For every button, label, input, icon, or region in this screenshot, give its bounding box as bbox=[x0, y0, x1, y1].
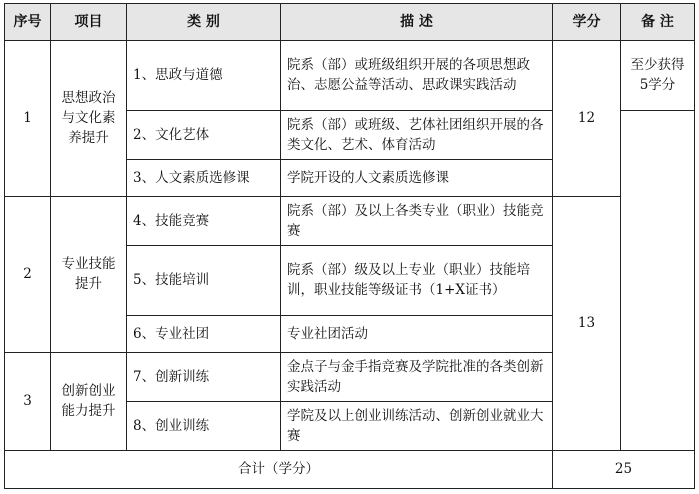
item-description: 学院开设的人文素质选修课 bbox=[281, 159, 553, 196]
header-project: 项目 bbox=[51, 4, 127, 41]
item-description: 院系（部）或班级组织开展的各项思想政治、志愿公益等活动、思政课实践活动 bbox=[281, 40, 553, 110]
header-index: 序号 bbox=[5, 4, 51, 41]
item-description: 专业社团活动 bbox=[281, 315, 553, 352]
table-row bbox=[5, 40, 695, 110]
row-index: 3 bbox=[5, 352, 51, 450]
row-project: 专业技能提升 bbox=[51, 196, 127, 352]
item-category: 5、技能培训 bbox=[127, 245, 281, 315]
header-description: 描 述 bbox=[281, 4, 553, 41]
row-credit: 12 bbox=[553, 40, 621, 196]
item-category: 2、文化艺体 bbox=[127, 110, 281, 159]
row-project: 创新创业能力提升 bbox=[51, 352, 127, 450]
item-category: 1、思政与道德 bbox=[127, 40, 281, 110]
item-category: 4、技能竞赛 bbox=[127, 196, 281, 245]
table-row bbox=[5, 196, 695, 245]
item-description: 院系（部）级及以上专业（职业）技能培训，职业技能等级证书（1+X证书） bbox=[281, 245, 553, 315]
item-description: 金点子与金手指竞赛及学院批准的各类创新实践活动 bbox=[281, 352, 553, 401]
total-row bbox=[5, 450, 695, 488]
total-value: 25 bbox=[553, 450, 695, 488]
row-project: 思想政治与文化素养提升 bbox=[51, 40, 127, 196]
item-category: 8、创业训练 bbox=[127, 401, 281, 450]
row-credit: 13 bbox=[553, 196, 621, 450]
header-credit: 学分 bbox=[553, 4, 621, 41]
header-category: 类 别 bbox=[127, 4, 281, 41]
total-label: 合计（学分） bbox=[5, 450, 553, 488]
item-description: 院系（部）及以上各类专业（职业）技能竞赛 bbox=[281, 196, 553, 245]
row-index: 2 bbox=[5, 196, 51, 352]
note-empty-cell bbox=[621, 110, 695, 450]
item-description: 学院及以上创业训练活动、创新创业就业大赛 bbox=[281, 401, 553, 450]
header-row bbox=[5, 4, 695, 41]
item-category: 3、人文素质选修课 bbox=[127, 159, 281, 196]
header-note: 备 注 bbox=[621, 4, 695, 41]
row-index: 1 bbox=[5, 40, 51, 196]
item-description: 院系（部）或班级、艺体社团组织开展的各类文化、艺术、体育活动 bbox=[281, 110, 553, 159]
item-category: 6、专业社团 bbox=[127, 315, 281, 352]
row-note: 至少获得5学分 bbox=[621, 40, 695, 110]
credit-table bbox=[4, 3, 695, 489]
item-category: 7、创新训练 bbox=[127, 352, 281, 401]
